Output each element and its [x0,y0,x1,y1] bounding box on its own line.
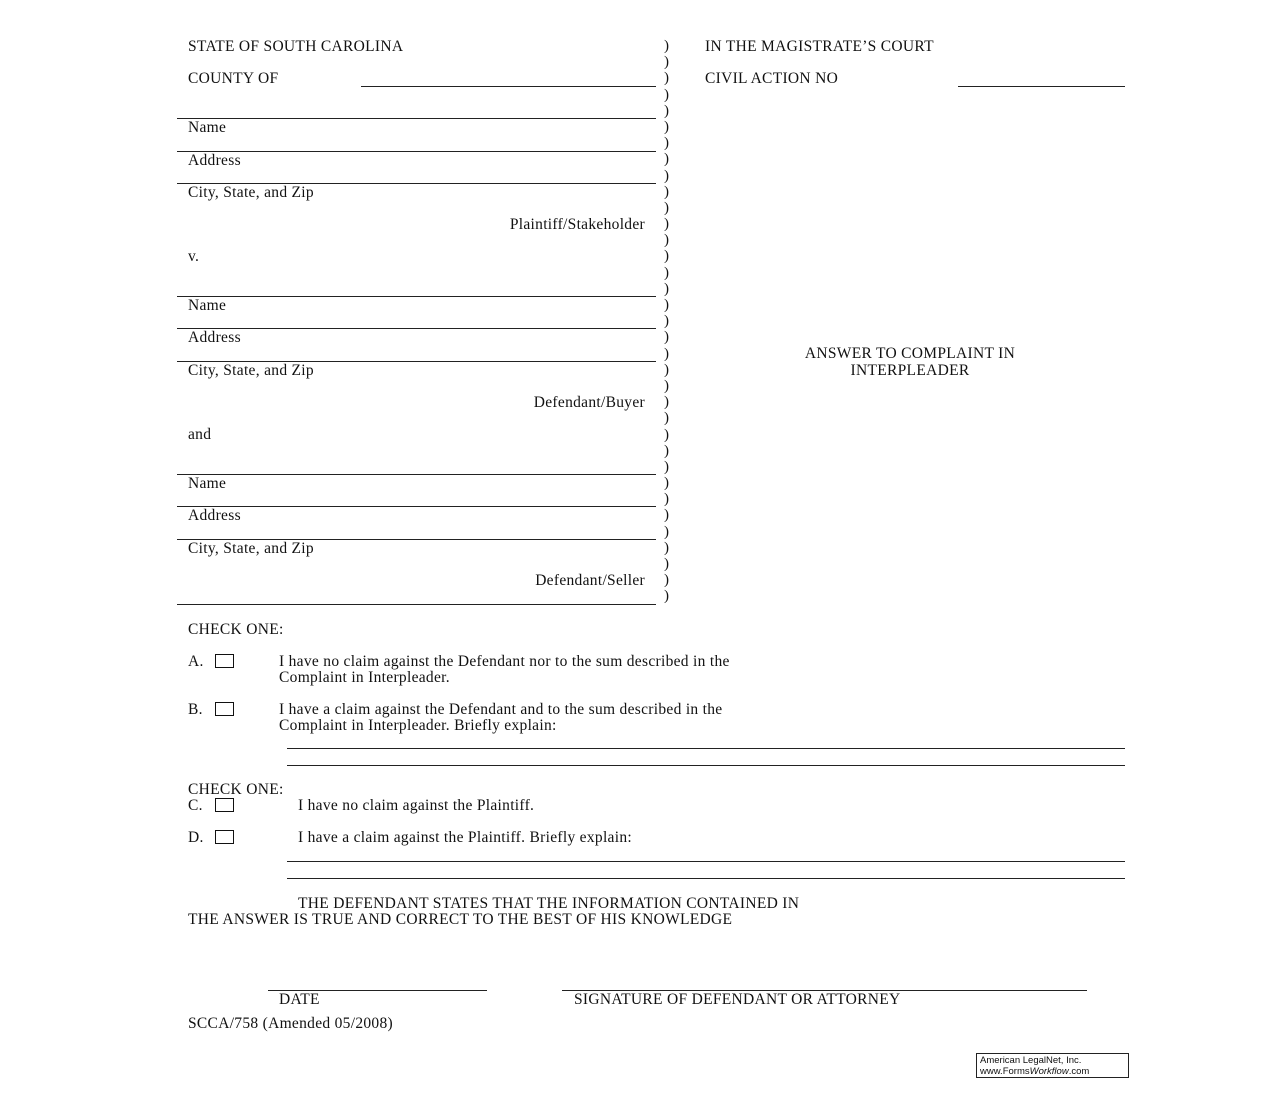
option-d-letter: D. [188,829,204,846]
signature-label: SIGNATURE OF DEFENDANT OR ATTORNEY [574,991,901,1008]
caption-paren: ) [664,345,669,362]
caption-paren: ) [664,410,669,427]
form-number: SCCA/758 (Amended 05/2008) [188,1015,393,1032]
option-b-text-line2: Complaint in Interpleader. Briefly explain: [279,717,557,734]
option-a-text-line2: Complaint in Interpleader. [279,669,450,686]
state-heading: STATE OF SOUTH CAROLINA [188,38,404,55]
caption-paren: ) [664,394,669,411]
caption-paren: ) [664,167,669,184]
option-d-explain-line-2[interactable] [287,878,1125,879]
caption-paren: ) [664,442,669,459]
caption-paren: ) [664,199,669,216]
option-d-checkbox[interactable] [215,830,234,844]
seller-city-label: City, State, and Zip [188,540,314,557]
court-heading: IN THE MAGISTRATE’S COURT [705,38,934,55]
county-field-line[interactable] [361,86,656,87]
caption-paren: ) [664,523,669,540]
caption-paren: ) [664,458,669,475]
caption-paren: ) [664,38,669,54]
buyer-address-label: Address [188,329,241,346]
seller-name-line[interactable] [177,474,656,475]
check-one-heading-1: CHECK ONE: [188,621,284,638]
caption-paren: ) [664,377,669,394]
option-d-explain-line-1[interactable] [287,861,1125,862]
seller-address-line[interactable] [177,506,656,507]
option-b-explain-line-2[interactable] [287,765,1125,766]
form-title-line2: INTERPLEADER [850,362,970,379]
plaintiff-name-line[interactable] [177,118,656,119]
caption-paren: ) [664,151,669,168]
buyer-name-line[interactable] [177,296,656,297]
check-one-heading-2: CHECK ONE: [188,781,284,798]
option-b-text-line1: I have a claim against the Defendant and to the sum described in the [279,701,723,718]
option-a-checkbox[interactable] [215,654,234,668]
caption-divider-parens [664,38,678,605]
caption-paren: ) [664,297,669,313]
county-label: COUNTY OF [188,70,279,87]
caption-paren: ) [664,539,669,556]
seller-address-label: Address [188,507,241,524]
form-title-line1: ANSWER TO COMPLAINT IN [804,345,1016,362]
caption-paren: ) [664,507,669,524]
caption-paren: ) [664,588,669,605]
seller-name-label: Name [188,475,227,492]
seller-role-label: Defendant/Seller [535,572,645,589]
caption-paren: ) [664,232,669,249]
caption-paren: ) [664,183,669,200]
and-label: and [188,426,212,443]
caption-paren: ) [664,135,669,152]
plaintiff-name-label: Name [188,119,227,136]
plaintiff-city-label: City, State, and Zip [188,184,314,201]
caption-paren: ) [664,361,669,378]
plaintiff-role-label: Plaintiff/Stakeholder [509,216,645,233]
caption-paren: ) [664,491,669,508]
stamp-url: www.FormsWorkflow.com [980,1066,1090,1077]
caption-paren: ) [664,118,669,135]
buyer-role-label: Defendant/Buyer [533,394,645,411]
buyer-address-line[interactable] [177,328,656,329]
legalnet-stamp [976,1053,1129,1078]
option-b-explain-line-1[interactable] [287,748,1125,749]
versus-label: v. [188,248,200,265]
option-a-letter: A. [188,653,204,670]
stamp-company: American LegalNet, Inc. [980,1055,1082,1066]
caption-paren: ) [664,572,669,589]
option-c-letter: C. [188,797,203,814]
caption-paren: ) [664,475,669,492]
caption-bottom-line [177,604,656,605]
caption-paren: ) [664,102,669,119]
statement-line1: THE DEFENDANT STATES THAT THE INFORMATION CONTAINED IN [298,895,800,912]
caption-paren: ) [664,70,669,87]
caption-paren: ) [664,280,669,297]
caption-paren: ) [664,216,669,233]
caption-paren: ) [664,329,669,346]
statement-line2: THE ANSWER IS TRUE AND CORRECT TO THE BEST OF HIS KNOWLEDGE [188,911,733,928]
option-c-text: I have no claim against the Plaintiff. [298,797,535,814]
option-b-checkbox[interactable] [215,702,234,716]
caption-paren: ) [664,86,669,103]
civil-action-field-line[interactable] [958,86,1125,87]
option-b-letter: B. [188,701,203,718]
caption-paren: ) [664,264,669,281]
option-a-text-line1: I have no claim against the Defendant nor to the sum described in the [279,653,730,670]
caption-paren: ) [664,313,669,330]
option-c-checkbox[interactable] [215,798,234,812]
plaintiff-address-line[interactable] [177,151,656,152]
caption-paren: ) [664,426,669,443]
civil-action-label: CIVIL ACTION NO [705,70,839,87]
plaintiff-address-label: Address [188,152,241,169]
date-label: DATE [279,991,320,1008]
buyer-city-label: City, State, and Zip [188,362,314,379]
caption-paren: ) [664,54,669,71]
caption-paren: ) [664,556,669,572]
buyer-name-label: Name [188,297,227,314]
option-d-text: I have a claim against the Plaintiff. Briefly explain: [298,829,632,846]
caption-paren: ) [664,248,669,265]
